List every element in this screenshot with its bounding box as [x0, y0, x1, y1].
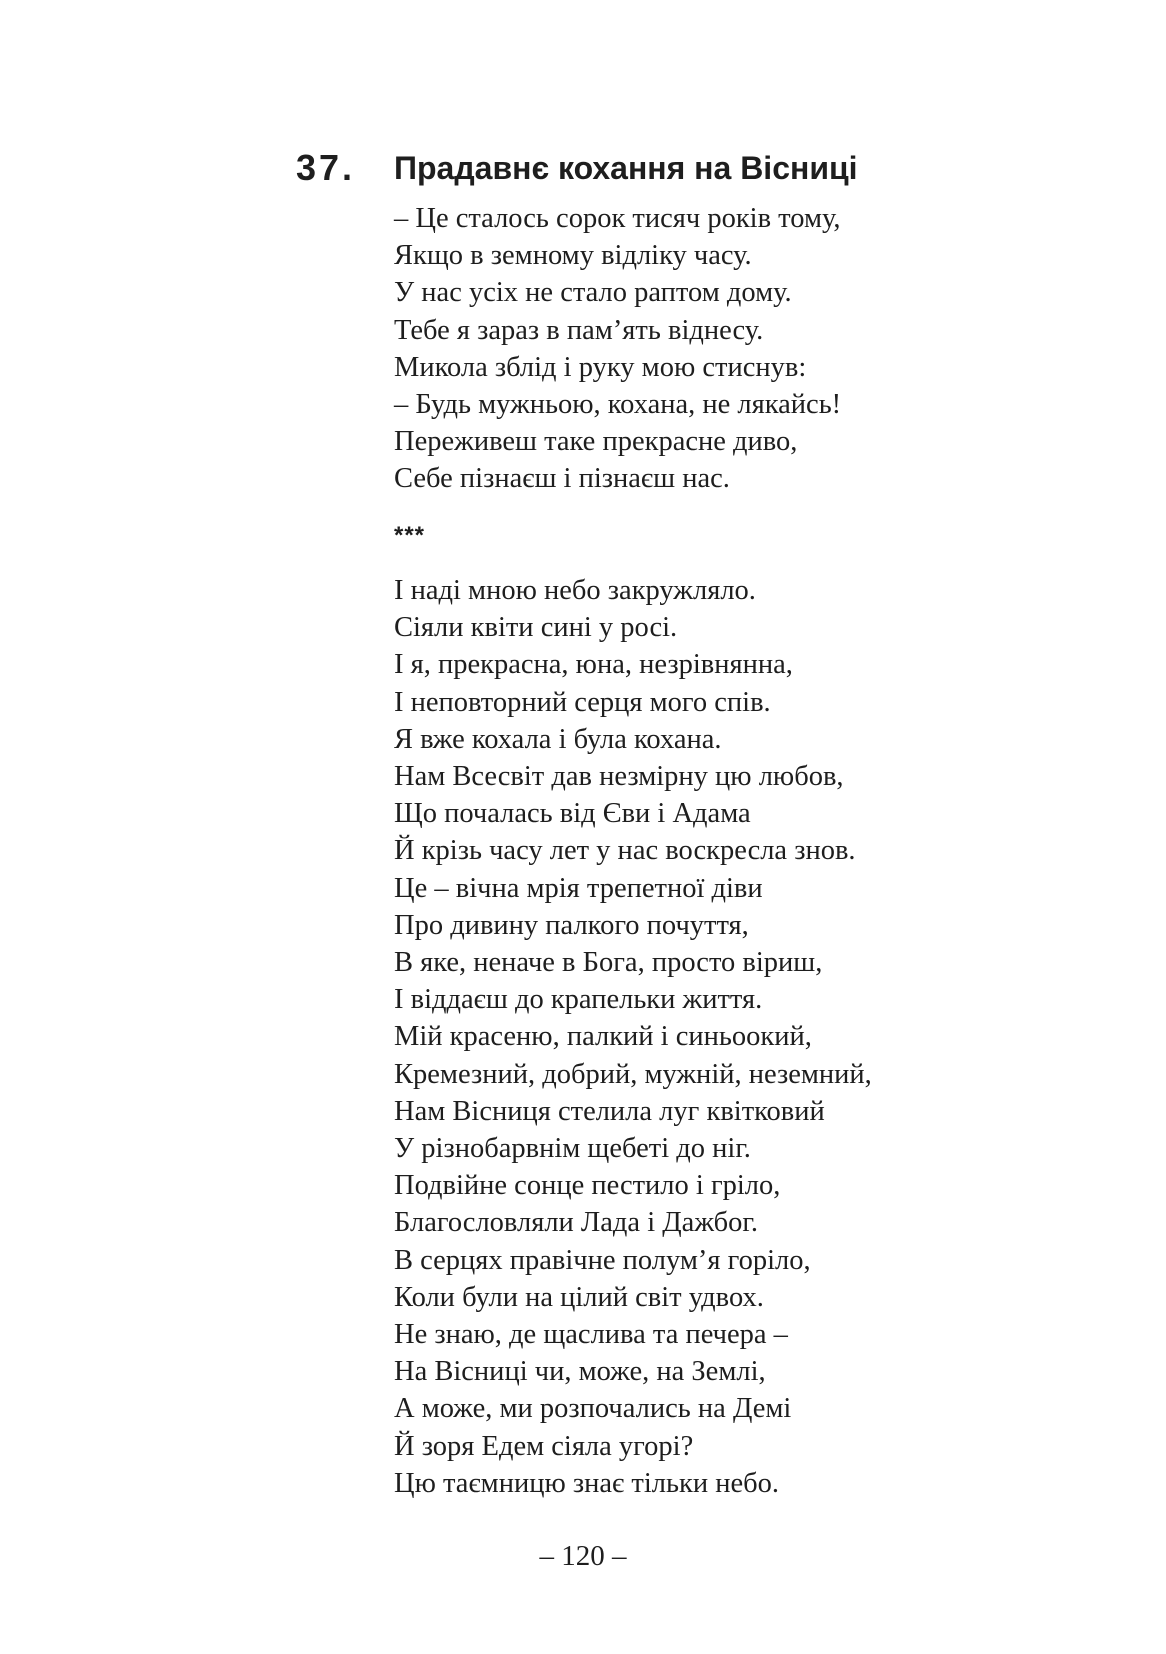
poem-line: Нам Всесвіт дав незмірну цю любов,: [394, 761, 844, 793]
page-number: – 120 –: [539, 1540, 627, 1572]
poem-line: Микола зблід і руку мою стиснув:: [394, 351, 807, 383]
poem-line: У різнобарвнім щебеті до ніг.: [394, 1133, 751, 1165]
poem-line: – Будь мужньою, кохана, не лякайсь!: [394, 389, 842, 421]
poem-line: Нам Вісниця стелила луг квітковий: [394, 1095, 825, 1127]
poem-line: Я вже кохала і була кохана.: [394, 723, 722, 755]
poem-line: У нас усіх не стало раптом дому.: [394, 277, 792, 309]
poem-line: Й крізь часу лет у нас воскресла знов.: [394, 835, 856, 867]
poem-line: І наді мною небо закружляло.: [394, 575, 756, 606]
poem-line: Кремезний, добрий, мужній, неземний,: [394, 1058, 872, 1090]
stanza-2: [394, 572, 872, 1502]
poem-line: Переживеш таке прекрасне диво,: [394, 426, 798, 458]
chapter-number: 37.: [296, 147, 356, 188]
poem-line: Це – вічна мрія трепетної діви: [394, 872, 763, 904]
poem-line: Благословляли Лада і Дажбог.: [394, 1207, 758, 1239]
chapter-title: Прадавнє кохання на Вісниці: [394, 150, 858, 186]
poem-line: Якщо в земному відліку часу.: [394, 240, 752, 272]
poem-line: А може, ми розпочались на Демі: [394, 1393, 792, 1425]
poem-line: Про дивину палкого почуття,: [394, 909, 749, 941]
poem-line: В серцях правічне полум’я горіло,: [394, 1244, 811, 1276]
poem-line: І віддаєш до крапельки життя.: [394, 984, 763, 1016]
poem-line: Й зоря Едем сіяла угорі?: [394, 1430, 694, 1462]
poem-line: Цю таємницю знає тільки небо.: [394, 1467, 780, 1499]
poem-line: Що почалась від Єви і Адама: [394, 798, 751, 830]
poem-line: Сіяли квіти сині у росі.: [394, 612, 678, 644]
poem-line: В яке, неначе в Бога, просто віриш,: [394, 947, 823, 979]
poem-line: І я, прекрасна, юна, незрівнянна,: [394, 649, 793, 681]
poem-line: Коли були на цілий світ удвох.: [394, 1281, 764, 1313]
poem-line: На Вісниці чи, може, на Землі,: [394, 1356, 766, 1388]
poem-line: Тебе я зараз в пам’ять віднесу.: [394, 314, 764, 346]
poem-line: – Це сталось сорок тисяч років тому,: [394, 203, 841, 234]
poem-line: Себе пізнаєш і пізнаєш нас.: [394, 463, 730, 495]
poem-line: Не знаю, де щаслива та печера –: [394, 1319, 788, 1351]
poem-line: Мій красеню, палкий і синьоокий,: [394, 1021, 812, 1053]
section-separator: ***: [394, 522, 426, 549]
stanza-1: [394, 200, 841, 498]
poem-line: Подвійне сонце пестило і гріло,: [394, 1170, 781, 1202]
poem-line: І неповторний серця мого спів.: [394, 686, 771, 718]
